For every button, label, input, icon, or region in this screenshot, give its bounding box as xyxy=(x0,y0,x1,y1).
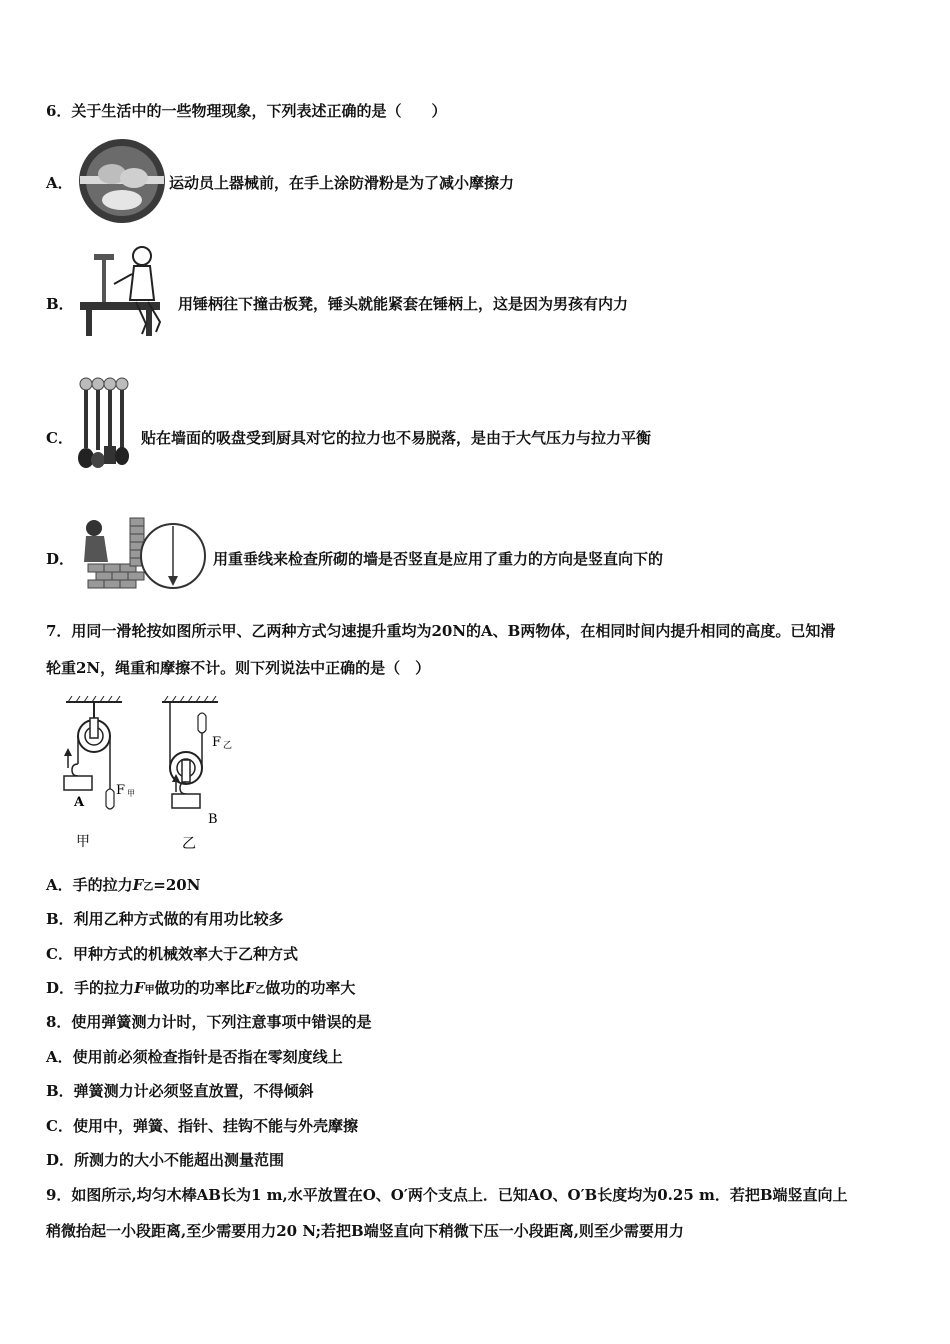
q7-option-a xyxy=(46,875,200,898)
q8-option-a: A．使用前必须检查指针是否指在零刻度线上 xyxy=(46,1048,343,1066)
movable-pulley-figure xyxy=(162,696,218,808)
right-figure-label: 乙 xyxy=(182,836,196,852)
q7-option-d-sub2: 乙 xyxy=(255,985,266,996)
boy-hammer-bench-image xyxy=(76,244,176,340)
fixed-pulley-figure xyxy=(64,696,122,809)
q7-option-d-pre: D．手的拉力 xyxy=(46,979,135,997)
q7-option-d-force1: F xyxy=(134,979,145,997)
q7-option-a-pre: A．手的拉力 xyxy=(46,876,133,894)
q6-option-c-label: C． xyxy=(46,429,73,447)
gymnast-hands-image xyxy=(78,138,166,224)
q7-option-c: C．甲种方式的机械效率大于乙种方式 xyxy=(46,945,298,963)
q8-option-c: C．使用中，弹簧、指针、挂钩不能与外壳摩擦 xyxy=(46,1117,358,1135)
q6-option-a-text: 运动员上器械前，在手上涂防滑粉是为了减小摩擦力 xyxy=(169,174,515,192)
q6-option-d-label: D． xyxy=(46,550,75,568)
q7-option-a-post: =20N xyxy=(153,876,201,894)
q7-option-d-sub1: 甲 xyxy=(144,985,155,996)
block-b-label: B xyxy=(208,812,218,827)
q7-stem-line1: 7．用同一滑轮按如图所示甲、乙两种方式匀速提升重均为20N的A、B两物体，在相同时间内提升相同的高度。已知滑 xyxy=(46,622,836,640)
q6-option-b-text: 用锤柄往下撞击板凳，锤头就能紧套在锤柄上，这是因为男孩有内力 xyxy=(178,295,629,313)
pulley-diagram xyxy=(58,696,248,858)
q9-line2: 稍微抬起一小段距离,至少需要用力20 N;若把B端竖直向下稍微下压一小段距离,则至少需要用力 xyxy=(46,1222,684,1240)
q6-option-c-text: 贴在墙面的吸盘受到厨具对它的拉力也不易脱落，是由于大气压力与拉力平衡 xyxy=(141,429,652,447)
force-right-label: F xyxy=(212,735,222,750)
q8-stem: 8．使用弹簧测力计时，下列注意事项中错误的是 xyxy=(46,1013,372,1031)
force-left-sub: 甲 xyxy=(127,789,135,798)
plumb-line-wall-image xyxy=(74,514,210,598)
block-a-label: A xyxy=(74,795,85,810)
q6-option-d-text: 用重垂线来检查所砌的墙是否竖直是应用了重力的方向是竖直向下的 xyxy=(213,550,664,568)
q7-option-b: B．利用乙种方式做的有用功比较多 xyxy=(46,910,284,928)
q7-stem-line2: 轮重2N，绳重和摩擦不计。则下列说法中正确的是（ ） xyxy=(46,659,431,677)
q6-stem: 6．关于生活中的一些物理现象，下列表述正确的是（ ） xyxy=(46,102,447,120)
q7-option-a-force: F xyxy=(132,876,144,894)
q7-option-a-sub: 乙 xyxy=(143,882,154,893)
q8-option-b: B．弹簧测力计必须竖直放置，不得倾斜 xyxy=(46,1082,314,1100)
force-right-sub: 乙 xyxy=(223,741,233,751)
q7-option-d-mid: 做功的功率比 xyxy=(154,979,245,997)
force-left-label: F xyxy=(116,783,126,798)
q7-option-d xyxy=(46,978,355,1001)
q7-option-d-force2: F xyxy=(244,979,256,997)
q7-option-d-post: 做功的功率大 xyxy=(265,979,356,997)
q8-option-d: D．所测力的大小不能超出测量范围 xyxy=(46,1151,285,1169)
suction-cup-utensils-image xyxy=(76,376,136,472)
q6-option-b-label: B． xyxy=(46,295,74,313)
q6-option-a-label: A． xyxy=(46,174,73,192)
left-figure-label: 甲 xyxy=(76,834,90,850)
q9-line1: 9．如图所示,均匀木棒AB长为1 m,水平放置在O、O′两个支点上．已知AO、O′B长度均为0.25 m．若把B端竖直向上 xyxy=(46,1186,848,1204)
